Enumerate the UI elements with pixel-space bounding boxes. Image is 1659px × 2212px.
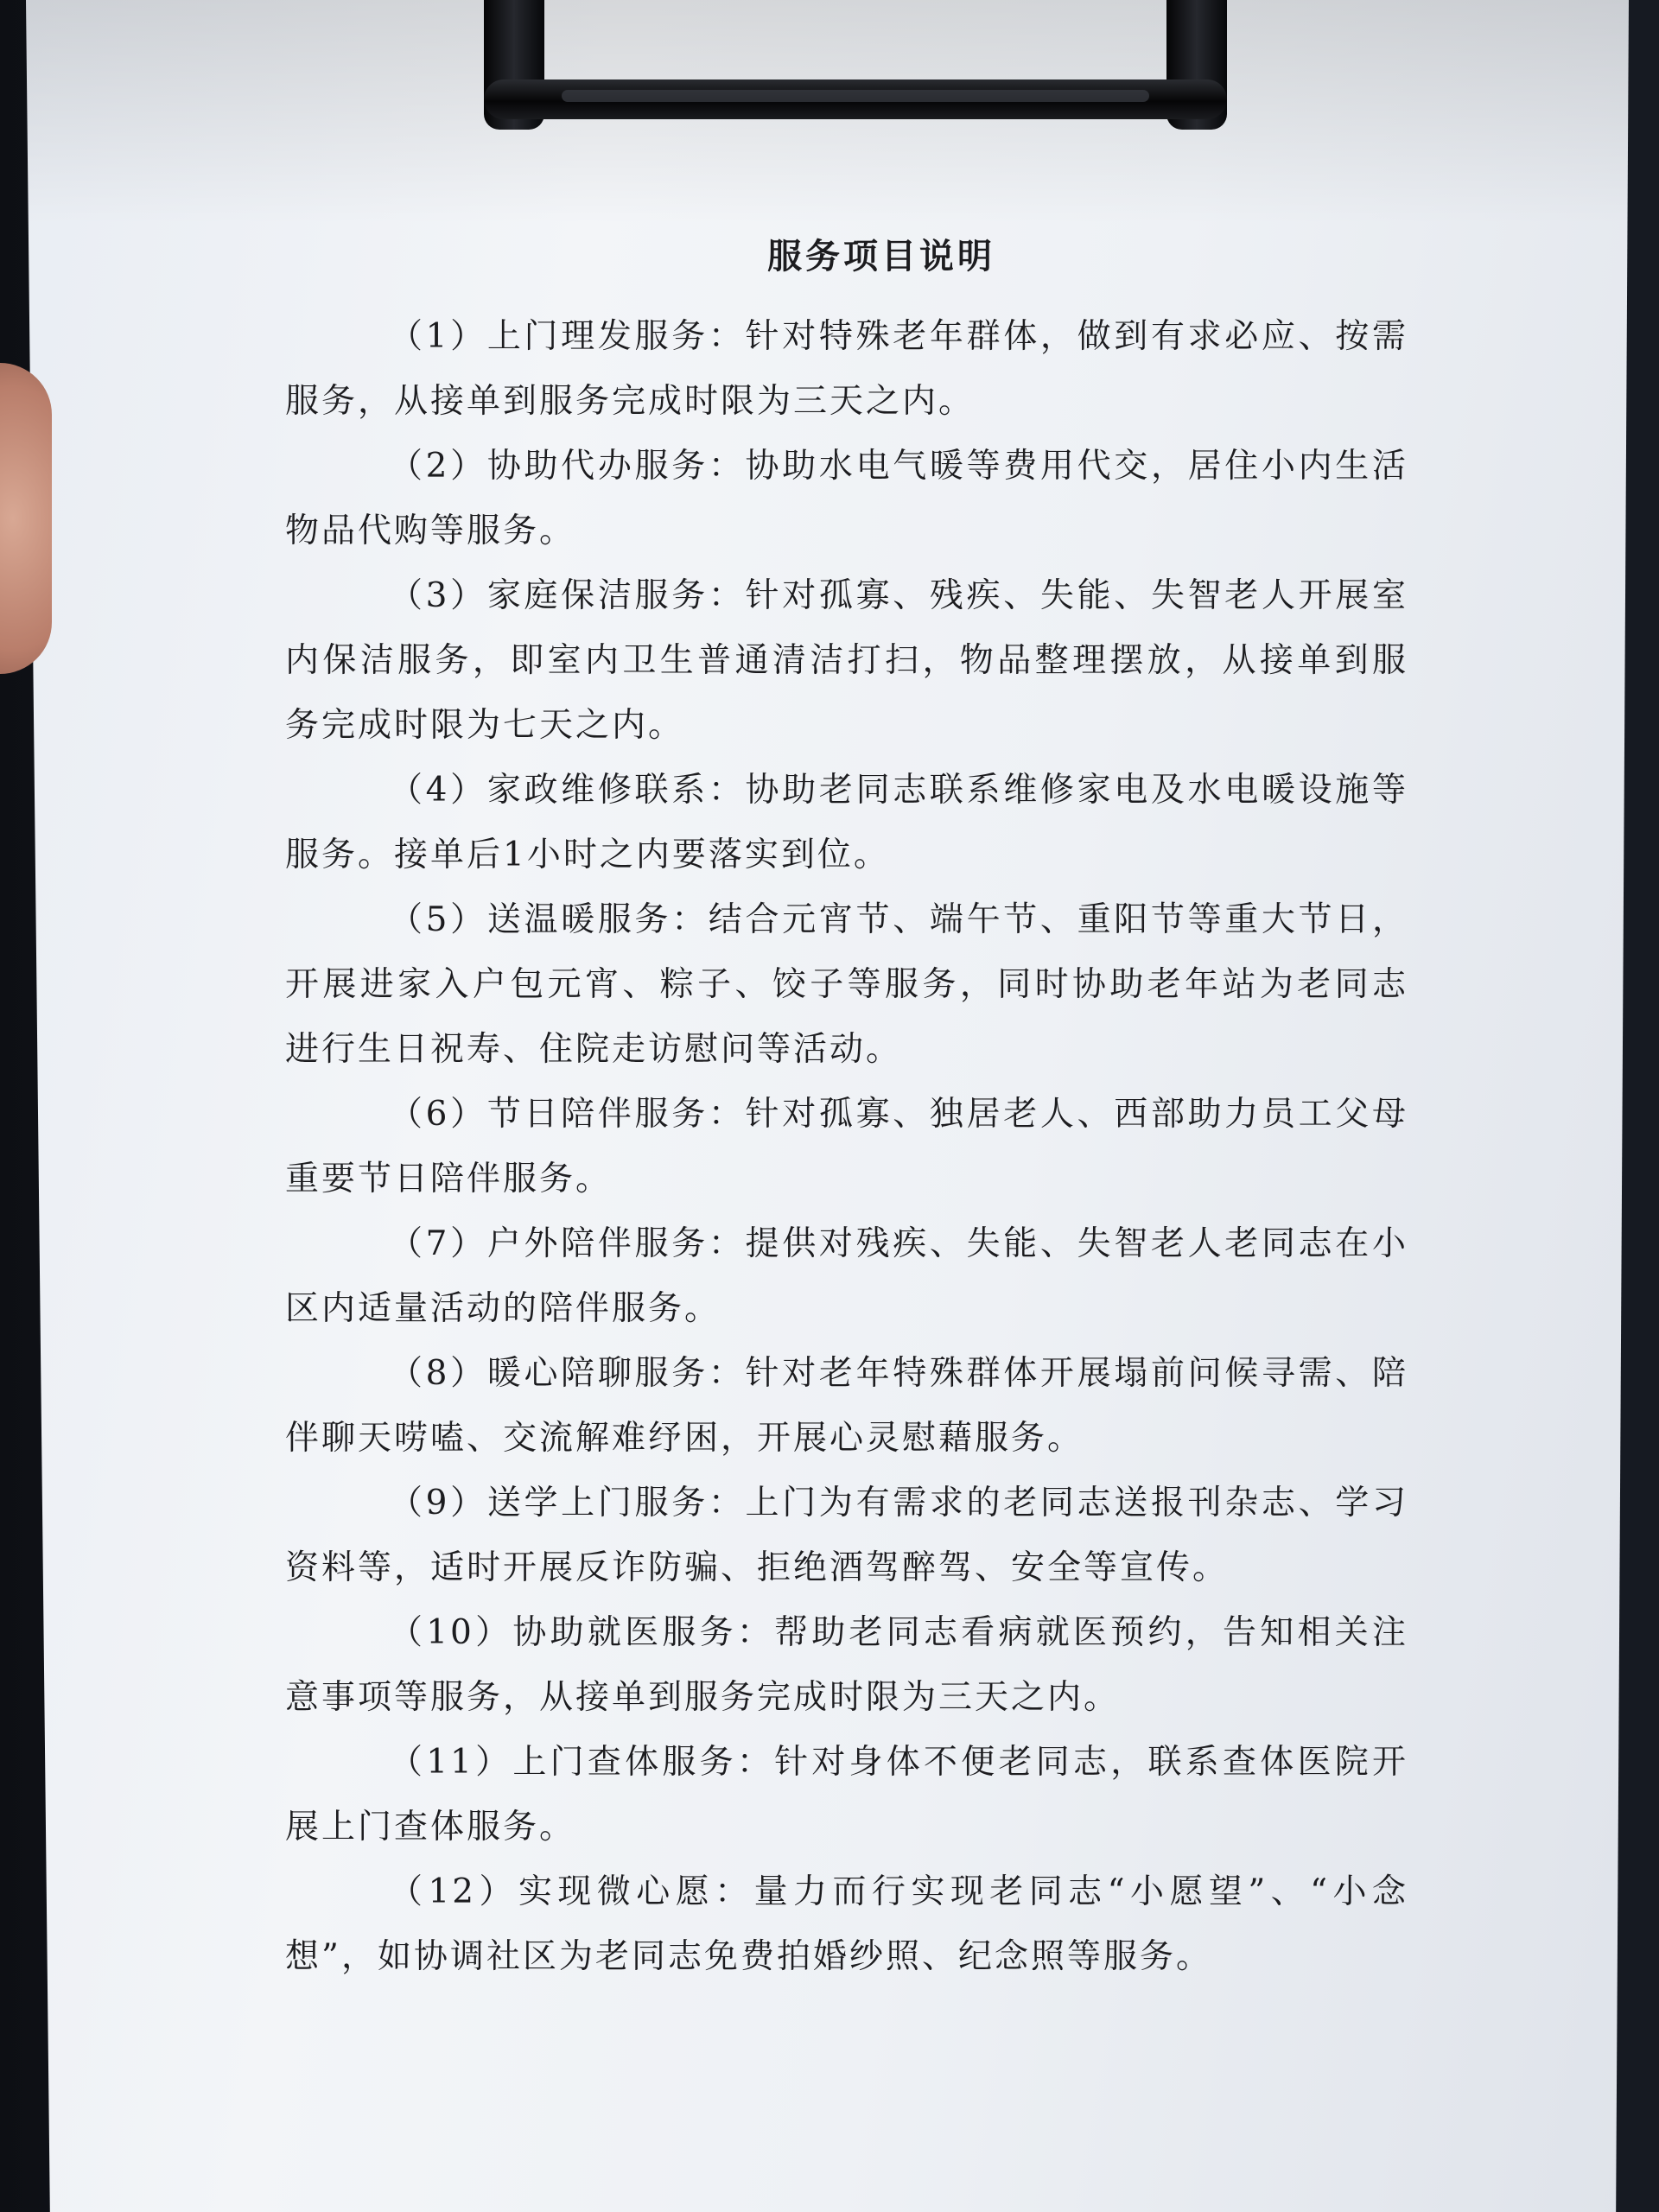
service-item-6: （6）节日陪伴服务：针对孤寡、独居老人、西部助力员工父母重要节日陪伴服务。 (285, 1095, 1408, 1198)
clipboard-clip (467, 0, 1244, 138)
service-item-10: （10）协助就医服务：帮助老同志看病就医预约，告知相关注意事项等服务，从接单到服务完成时限为三天之内。 (285, 1613, 1408, 1717)
service-item-11: （11）上门查体服务：针对身体不便老同志，联系查体医院开展上门查体服务。 (285, 1743, 1408, 1847)
document-title: 服务项目说明 (767, 237, 995, 276)
document-body (285, 229, 1408, 1989)
service-item-1: （1）上门理发服务：针对特殊老年群体，做到有求必应、按需服务，从接单到服务完成时限为三天之内。 (285, 317, 1408, 421)
service-item-7: （7）户外陪伴服务：提供对残疾、失能、失智老人老同志在小区内适量活动的陪伴服务。 (285, 1224, 1408, 1328)
service-item-9: （9）送学上门服务：上门为有需求的老同志送报刊杂志、学习资料等，适时开展反诈防骗、拒绝酒驾醉驾、安全等宣传。 (285, 1484, 1408, 1587)
service-item-3: （3）家庭保洁服务：针对孤寡、残疾、失能、失智老人开展室内保洁服务，即室内卫生普通清洁打扫，物品整理摆放，从接单到服务完成时限为七天之内。 (285, 576, 1408, 745)
service-item-2: （2）协助代办服务：协助水电气暖等费用代交，居住小内生活物品代购等服务。 (285, 447, 1408, 550)
service-item-4: （4）家政维修联系：协助老同志联系维修家电及水电暖设施等服务。接单后1小时之内要落实到位。 (285, 771, 1408, 874)
service-item-12: （12）实现微心愿：量力而行实现老同志“小愿望”、“小念想”，如协调社区为老同志免费拍婚纱照、纪念照等服务。 (285, 1872, 1408, 1976)
service-item-5: （5）送温暖服务：结合元宵节、端午节、重阳节等重大节日，开展进家入户包元宵、粽子、饺子等服务，同时协助老年站为老同志进行生日祝寿、住院走访慰问等活动。 (285, 900, 1408, 1069)
service-item-8: （8）暖心陪聊服务：针对老年特殊群体开展塌前问候寻需、陪伴聊天唠嗑、交流解难纾困，开展心灵慰藉服务。 (285, 1354, 1408, 1458)
holding-thumb (0, 363, 52, 674)
clip-bar-highlight (562, 90, 1149, 102)
